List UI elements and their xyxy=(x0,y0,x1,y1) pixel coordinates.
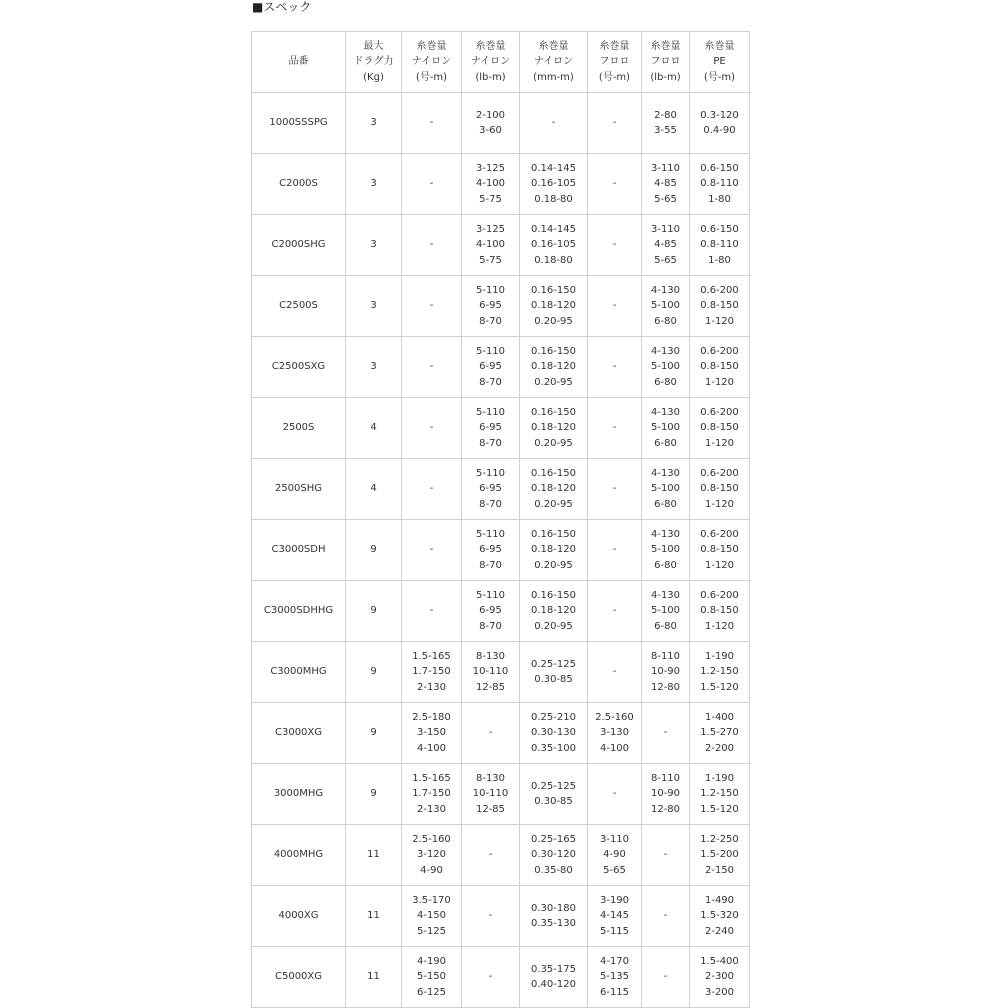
model-number-cell: C3000SDHHG xyxy=(252,581,346,642)
spec-cell: 0.6-200 0.8-150 1-120 xyxy=(690,581,750,642)
column-header-line: フロロ xyxy=(599,56,630,68)
spec-cell: 0.3-120 0.4-90 xyxy=(690,93,750,154)
spec-cell: - xyxy=(402,215,462,276)
spec-cell: 0.14-145 0.16-105 0.18-80 xyxy=(520,154,588,215)
spec-cell: - xyxy=(520,93,588,154)
spec-cell: 8-130 10-110 12-85 xyxy=(462,764,520,825)
spec-cell: - xyxy=(402,581,462,642)
spec-cell: 5-110 6-95 8-70 xyxy=(462,337,520,398)
spec-cell: 5-110 6-95 8-70 xyxy=(462,520,520,581)
spec-cell: - xyxy=(588,459,642,520)
model-number-cell: C2000S xyxy=(252,154,346,215)
spec-cell: 9 xyxy=(346,520,402,581)
column-header xyxy=(402,32,462,93)
column-header-line: 糸巻量 xyxy=(538,40,569,52)
spec-cell: - xyxy=(402,93,462,154)
spec-cell: 0.16-150 0.18-120 0.20-95 xyxy=(520,398,588,459)
spec-cell: 4-170 5-135 6-115 xyxy=(588,947,642,1008)
column-header xyxy=(642,32,690,93)
spec-cell: 2-100 3-60 xyxy=(462,93,520,154)
spec-cell: - xyxy=(588,276,642,337)
table-row xyxy=(252,276,750,337)
spec-cell: 5-110 6-95 8-70 xyxy=(462,581,520,642)
model-number-cell: C5000XG xyxy=(252,947,346,1008)
table-body xyxy=(252,93,750,1008)
spec-cell: 1-190 1.2-150 1.5-120 xyxy=(690,764,750,825)
model-number-cell: C2500SXG xyxy=(252,337,346,398)
spec-cell: 4-130 5-100 6-80 xyxy=(642,581,690,642)
spec-cell: 3 xyxy=(346,276,402,337)
spec-cell: - xyxy=(462,886,520,947)
spec-cell: - xyxy=(462,825,520,886)
spec-cell: - xyxy=(462,703,520,764)
column-header xyxy=(346,32,402,93)
spec-cell: 2.5-180 3-150 4-100 xyxy=(402,703,462,764)
spec-cell: 8-110 10-90 12-80 xyxy=(642,764,690,825)
table-row xyxy=(252,215,750,276)
model-number-cell: C2000SHG xyxy=(252,215,346,276)
section-heading: ■スペック xyxy=(252,0,312,14)
spec-cell: 8-110 10-90 12-80 xyxy=(642,642,690,703)
spec-cell: 3 xyxy=(346,93,402,154)
spec-cell: - xyxy=(588,398,642,459)
spec-cell: - xyxy=(402,520,462,581)
column-header xyxy=(462,32,520,93)
spec-cell: 0.16-150 0.18-120 0.20-95 xyxy=(520,459,588,520)
spec-cell: 0.16-150 0.18-120 0.20-95 xyxy=(520,520,588,581)
column-header-line: 最大 xyxy=(363,40,384,52)
column-header-line: 糸巻量 xyxy=(416,40,447,52)
table-row xyxy=(252,581,750,642)
model-number-cell: C3000SDH xyxy=(252,520,346,581)
spec-cell: 0.30-180 0.35-130 xyxy=(520,886,588,947)
column-header-line: (号-m) xyxy=(598,71,631,83)
spec-cell: 0.25-125 0.30-85 xyxy=(520,764,588,825)
column-header-line: (Kg) xyxy=(363,71,384,83)
spec-cell: 5-110 6-95 8-70 xyxy=(462,276,520,337)
column-header xyxy=(588,32,642,93)
table-row xyxy=(252,520,750,581)
table-row xyxy=(252,93,750,154)
spec-cell: 0.6-200 0.8-150 1-120 xyxy=(690,337,750,398)
model-number-cell: 2500S xyxy=(252,398,346,459)
column-header-line: ナイロン xyxy=(533,56,574,68)
column-header-line: 糸巻量 xyxy=(599,40,630,52)
column-header-line: (号-m) xyxy=(703,71,736,83)
spec-cell: 0.6-200 0.8-150 1-120 xyxy=(690,459,750,520)
column-header-line: (号-m) xyxy=(415,71,448,83)
table-row xyxy=(252,154,750,215)
table-row xyxy=(252,459,750,520)
spec-cell: 9 xyxy=(346,703,402,764)
spec-cell: 3-125 4-100 5-75 xyxy=(462,215,520,276)
spec-cell: 4 xyxy=(346,398,402,459)
spec-cell: 1.5-165 1.7-150 2-130 xyxy=(402,642,462,703)
spec-cell: 8-130 10-110 12-85 xyxy=(462,642,520,703)
spec-cell: 1-400 1.5-270 2-200 xyxy=(690,703,750,764)
spec-cell: 1.2-250 1.5-200 2-150 xyxy=(690,825,750,886)
spec-cell: 2.5-160 3-120 4-90 xyxy=(402,825,462,886)
spec-cell: 4-130 5-100 6-80 xyxy=(642,459,690,520)
spec-cell: - xyxy=(402,398,462,459)
spec-cell: - xyxy=(588,337,642,398)
spec-cell: 0.16-150 0.18-120 0.20-95 xyxy=(520,337,588,398)
model-number-cell: 2500SHG xyxy=(252,459,346,520)
column-header xyxy=(252,32,346,93)
spec-cell: 1.5-400 2-300 3-200 xyxy=(690,947,750,1008)
spec-cell: 0.25-210 0.30-130 0.35-100 xyxy=(520,703,588,764)
spec-cell: 11 xyxy=(346,947,402,1008)
spec-cell: 3-110 4-85 5-65 xyxy=(642,215,690,276)
spec-cell: 0.16-150 0.18-120 0.20-95 xyxy=(520,276,588,337)
spec-cell: 4-130 5-100 6-80 xyxy=(642,398,690,459)
model-number-cell: C3000XG xyxy=(252,703,346,764)
column-header-line: ドラグ力 xyxy=(353,56,394,68)
spec-cell: - xyxy=(642,825,690,886)
spec-cell: 3 xyxy=(346,215,402,276)
spec-cell: 9 xyxy=(346,764,402,825)
table-row xyxy=(252,398,750,459)
spec-cell: - xyxy=(588,520,642,581)
spec-cell: 1-190 1.2-150 1.5-120 xyxy=(690,642,750,703)
column-header-line: フロロ xyxy=(650,56,681,68)
spec-cell: 0.16-150 0.18-120 0.20-95 xyxy=(520,581,588,642)
table-row xyxy=(252,337,750,398)
spec-cell: 3.5-170 4-150 5-125 xyxy=(402,886,462,947)
spec-cell: 4 xyxy=(346,459,402,520)
spec-cell: 0.25-165 0.30-120 0.35-80 xyxy=(520,825,588,886)
spec-cell: - xyxy=(402,337,462,398)
spec-cell: 3-125 4-100 5-75 xyxy=(462,154,520,215)
column-header-line: (lb-m) xyxy=(475,71,506,83)
column-header xyxy=(520,32,588,93)
column-header-line: 糸巻量 xyxy=(475,40,506,52)
spec-cell: 5-110 6-95 8-70 xyxy=(462,398,520,459)
spec-table xyxy=(251,31,750,1008)
spec-cell: - xyxy=(588,642,642,703)
spec-cell: 3-190 4-145 5-115 xyxy=(588,886,642,947)
table-row xyxy=(252,947,750,1008)
model-number-cell: 1000SSSPG xyxy=(252,93,346,154)
column-header xyxy=(690,32,750,93)
spec-cell: 11 xyxy=(346,825,402,886)
spec-cell: 0.6-150 0.8-110 1-80 xyxy=(690,215,750,276)
column-header-line: PE xyxy=(713,56,726,68)
spec-cell: 0.14-145 0.16-105 0.18-80 xyxy=(520,215,588,276)
table-row xyxy=(252,825,750,886)
spec-cell: 4-130 5-100 6-80 xyxy=(642,276,690,337)
spec-cell: 0.6-150 0.8-110 1-80 xyxy=(690,154,750,215)
spec-cell: 0.35-175 0.40-120 xyxy=(520,947,588,1008)
spec-cell: 0.25-125 0.30-85 xyxy=(520,642,588,703)
table-row xyxy=(252,703,750,764)
column-header-line: ナイロン xyxy=(470,56,511,68)
model-number-cell: 4000MHG xyxy=(252,825,346,886)
spec-cell: 3-110 4-85 5-65 xyxy=(642,154,690,215)
table-row xyxy=(252,886,750,947)
column-header-line: 糸巻量 xyxy=(704,40,735,52)
spec-cell: - xyxy=(588,581,642,642)
spec-cell: 3 xyxy=(346,337,402,398)
model-number-cell: 3000MHG xyxy=(252,764,346,825)
spec-cell: 2-80 3-55 xyxy=(642,93,690,154)
spec-cell: - xyxy=(642,703,690,764)
spec-cell: - xyxy=(588,764,642,825)
table-row xyxy=(252,764,750,825)
model-number-cell: C2500S xyxy=(252,276,346,337)
spec-cell: 2.5-160 3-130 4-100 xyxy=(588,703,642,764)
column-header-line: ナイロン xyxy=(411,56,452,68)
model-number-cell: 4000XG xyxy=(252,886,346,947)
spec-cell: 3-110 4-90 5-65 xyxy=(588,825,642,886)
spec-cell: 9 xyxy=(346,581,402,642)
spec-cell: 3 xyxy=(346,154,402,215)
spec-cell: - xyxy=(402,154,462,215)
table-row xyxy=(252,642,750,703)
spec-cell: 1-490 1.5-320 2-240 xyxy=(690,886,750,947)
column-header-line: (lb-m) xyxy=(650,71,681,83)
spec-cell: - xyxy=(588,154,642,215)
model-number-cell: C3000MHG xyxy=(252,642,346,703)
column-header-line: (mm-m) xyxy=(533,71,574,83)
spec-cell: - xyxy=(402,276,462,337)
spec-cell: - xyxy=(402,459,462,520)
spec-cell: - xyxy=(642,947,690,1008)
spec-cell: - xyxy=(588,215,642,276)
spec-cell: 0.6-200 0.8-150 1-120 xyxy=(690,520,750,581)
column-header-line: 糸巻量 xyxy=(650,40,681,52)
spec-cell: - xyxy=(588,93,642,154)
column-header-line: 品番 xyxy=(288,56,309,68)
spec-cell: 4-190 5-150 6-125 xyxy=(402,947,462,1008)
spec-cell: 0.6-200 0.8-150 1-120 xyxy=(690,276,750,337)
spec-cell: 4-130 5-100 6-80 xyxy=(642,337,690,398)
spec-cell: 5-110 6-95 8-70 xyxy=(462,459,520,520)
spec-cell: 9 xyxy=(346,642,402,703)
spec-cell: 1.5-165 1.7-150 2-130 xyxy=(402,764,462,825)
spec-cell: - xyxy=(642,886,690,947)
spec-cell: 4-130 5-100 6-80 xyxy=(642,520,690,581)
header-row xyxy=(252,32,750,93)
spec-cell: 11 xyxy=(346,886,402,947)
spec-cell: 0.6-200 0.8-150 1-120 xyxy=(690,398,750,459)
spec-cell: - xyxy=(462,947,520,1008)
